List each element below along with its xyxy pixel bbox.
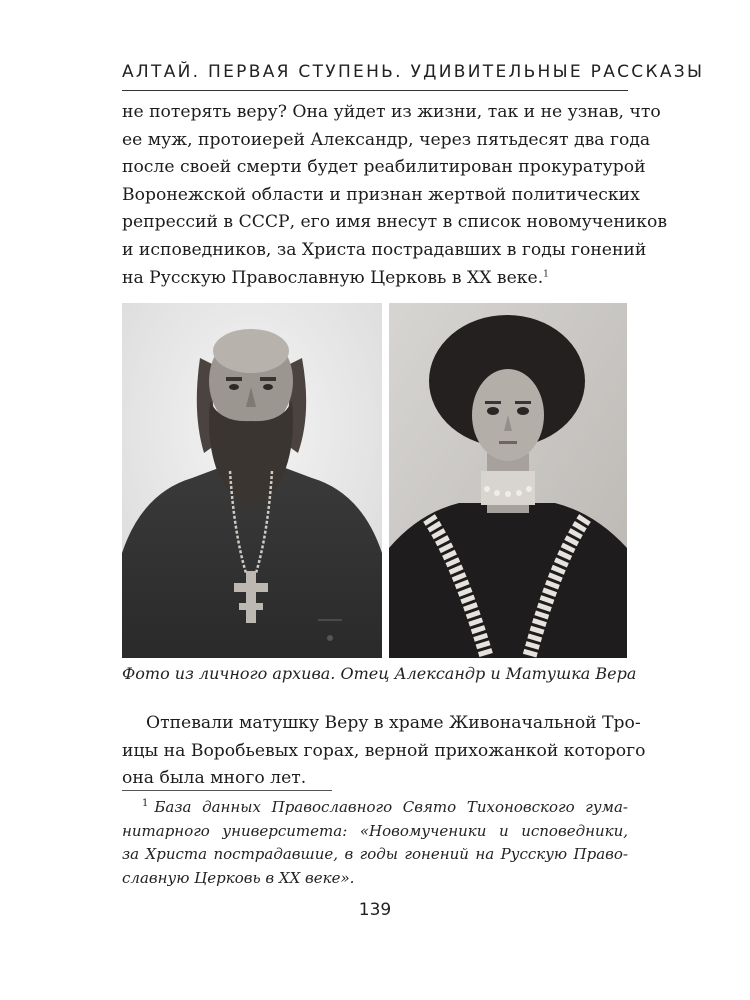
footnote-text: База данных Православного Свято Тихоновского гума- — [154, 798, 628, 816]
footnote-line: нитарного университета: «Новомученики и исповедники, — [122, 821, 628, 840]
text-line: и исповедников, за Христа пострадавших в годы гонений — [122, 239, 647, 260]
figure-caption: Фото из личного архива. Отец Александр и Матушка Вера — [122, 664, 637, 683]
text-line: она была много лет. — [122, 768, 307, 789]
priest-photo-icon — [122, 303, 382, 658]
text-line: Воронежской области и признан жертвой политических — [122, 184, 640, 205]
text-line: репрессий в СССР, его имя внесут в список новомучеников — [122, 212, 668, 233]
footnote-line: за Христа пострадавшие, в годы гонений на Русскую Право- — [122, 845, 628, 863]
footnote-reference[interactable]: 1 — [543, 268, 549, 279]
footnote — [122, 796, 628, 890]
text-line: не потерять веру? Она уйдет из жизни, так и не узнав, что — [122, 102, 661, 122]
running-header: АЛТАЙ. ПЕРВАЯ СТУПЕНЬ. УДИВИТЕЛЬНЫЕ РАССКАЗЫ — [122, 62, 705, 82]
footnote-mark: 1 — [142, 798, 149, 809]
text-line: ее муж, протоиерей Александр, через пятьдесят два года — [122, 129, 651, 150]
footnote-line-first — [122, 796, 628, 820]
page-number: 139 — [358, 900, 392, 920]
footnote-rule — [122, 790, 332, 791]
text-line: после своей смерти будет реабилитирован прокуратурой — [122, 157, 646, 178]
intro-paragraph — [122, 99, 668, 292]
text-line-last — [122, 265, 628, 293]
text-line: Отпевали матушку Веру в храме Живоначальной Тро- — [146, 713, 641, 733]
text-line: ицы на Воробьевых горах, верной прихожанкой которого — [122, 740, 646, 761]
portrait-priest-photo — [122, 303, 382, 658]
header-rule — [122, 90, 628, 91]
woman-photo-icon — [389, 303, 627, 658]
second-paragraph — [122, 710, 646, 793]
portrait-woman-photo — [389, 303, 627, 658]
footnote-line: славную Церковь в XX веке». — [122, 868, 355, 887]
text-line: на Русскую Православную Церковь в XX веке. — [122, 267, 544, 288]
